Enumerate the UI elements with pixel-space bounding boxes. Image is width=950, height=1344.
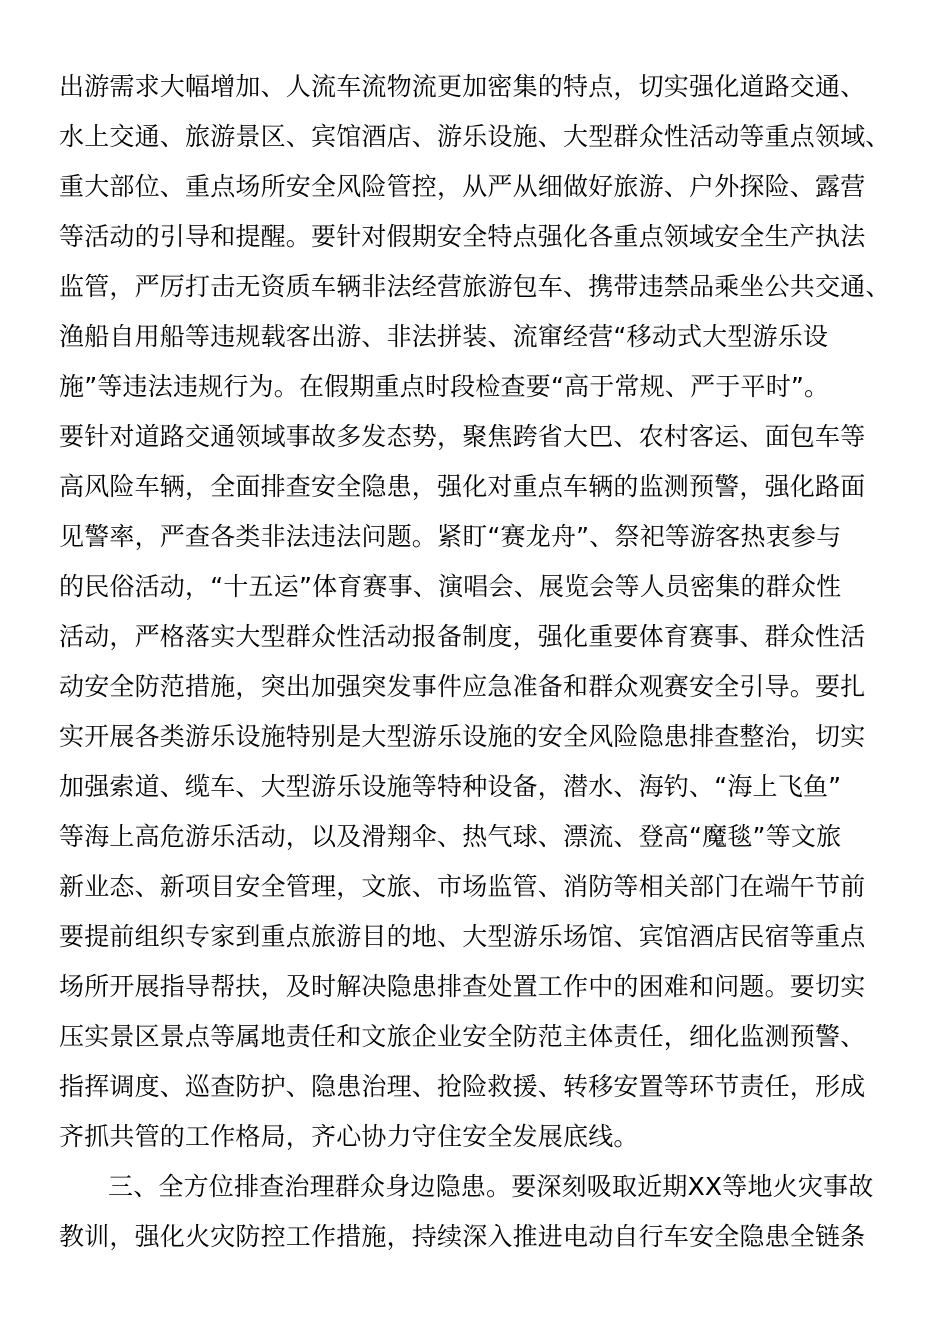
- text-line: 教训，强化火灾防控工作措施，持续深入推进电动自行车安全隐患全链条: [59, 1222, 866, 1251]
- text-line: 等海上高危游乐活动，以及滑翔伞、热气球、漂流、登高“魔毯”等文旅: [59, 822, 842, 851]
- text-line: 见警率，严查各类非法违法问题。紧盯“赛龙舟”、祭祀等游客热衷参与: [59, 522, 842, 551]
- text-line: 施”等违法违规行为。在假期重点时段检查要“高于常规、严于平时”。: [59, 372, 830, 401]
- text-line: 场所开展指导帮扶，及时解决隐患排查处置工作中的困难和问题。要切实: [59, 972, 866, 1001]
- text-line: 加强索道、缆车、大型游乐设施等特种设备，潜水、海钓、“海上飞鱼”: [59, 772, 842, 801]
- text-line: 重大部位、重点场所安全风险管控，从严从细做好旅游、户外探险、露营: [59, 172, 866, 201]
- text-line: 实开展各类游乐设施特别是大型游乐设施的安全风险隐患排查整治，切实: [59, 722, 866, 751]
- text-line: 齐抓共管的工作格局，齐心协力守住安全发展底线。: [59, 1122, 639, 1151]
- text-line: 指挥调度、巡查防护、隐患治理、抢险救援、转移安置等环节责任，形成: [59, 1072, 866, 1101]
- text-line: 要提前组织专家到重点旅游目的地、大型游乐场馆、宾馆酒店民宿等重点: [59, 922, 866, 951]
- text-line: 压实景区景点等属地责任和文旅企业安全防范主体责任，细化监测预警、: [59, 1022, 866, 1051]
- text-line: 要针对道路交通领域事故多发态势，聚焦跨省大巴、农村客运、面包车等: [59, 422, 866, 451]
- text-line: 出游需求大幅增加、人流车流物流更加密集的特点，切实强化道路交通、: [59, 72, 866, 101]
- text-line: 活动，严格落实大型群众性活动报备制度，强化重要体育赛事、群众性活: [59, 622, 866, 651]
- text-line: 动安全防范措施，突出加强突发事件应急准备和群众观赛安全引导。要扎: [59, 672, 866, 701]
- text-line: 水上交通、旅游景区、宾馆酒店、游乐设施、大型群众性活动等重点领域、: [59, 122, 891, 151]
- text-line: 渔船自用船等违规载客出游、非法拼装、流窜经营“移动式大型游乐设: [59, 322, 829, 351]
- text-line: 等活动的引导和提醒。要针对假期安全特点强化各重点领域安全生产执法: [59, 222, 866, 251]
- text-line: 监管，严厉打击无资质车辆非法经营旅游包车、携带违禁品乘坐公共交通、: [59, 272, 891, 301]
- section-heading-line: 三、全方位排查治理群众身边隐患。要深刻吸取近期XX等地火灾事故: [108, 1172, 874, 1201]
- text-line: 的民俗活动，“十五运”体育赛事、演唱会、展览会等人员密集的群众性: [59, 572, 842, 601]
- text-line: 新业态、新项目安全管理，文旅、市场监管、消防等相关部门在端午节前: [59, 872, 866, 901]
- text-line: 高风险车辆，全面排查安全隐患，强化对重点车辆的监测预警，强化路面: [59, 472, 866, 501]
